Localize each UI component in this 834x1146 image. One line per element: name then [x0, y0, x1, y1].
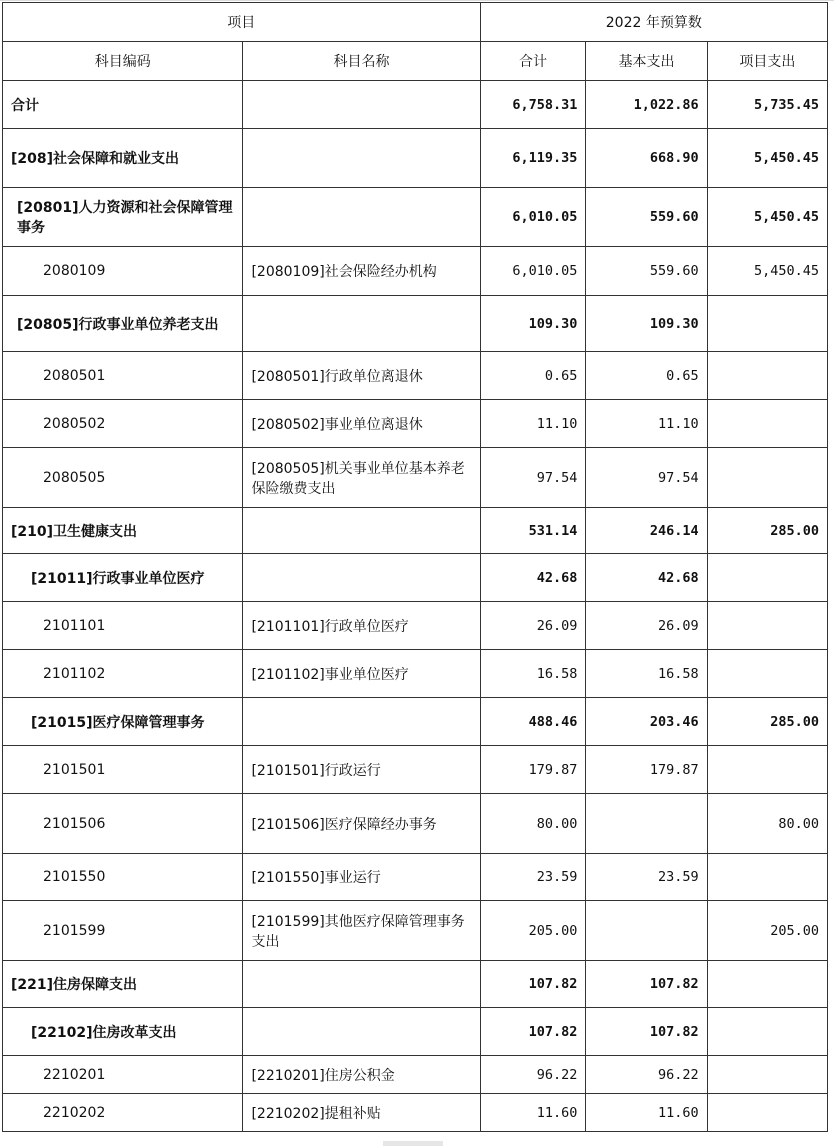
budget-table	[2, 2, 828, 1132]
row-code: 2101501	[3, 746, 243, 794]
row-basic: 109.30	[586, 296, 707, 352]
row-total: 80.00	[480, 794, 586, 854]
row-basic: 668.90	[586, 129, 707, 188]
scan-mark-bottom	[383, 1141, 443, 1146]
table-row	[3, 508, 828, 554]
row-name: [2080109]社会保险经办机构	[243, 247, 480, 296]
row-total: 107.82	[480, 961, 586, 1008]
col-header-basic: 基本支出	[586, 42, 707, 81]
row-project: 80.00	[707, 794, 827, 854]
row-name: [2210201]住房公积金	[243, 1056, 480, 1094]
row-code: [21011]行政事业单位医疗	[3, 554, 243, 602]
row-total: 26.09	[480, 602, 586, 650]
row-basic	[586, 901, 707, 961]
row-project	[707, 1008, 827, 1056]
row-code: 2080502	[3, 400, 243, 448]
col-header-total: 合计	[480, 42, 586, 81]
row-name: [2080505]机关事业单位基本养老保险缴费支出	[243, 448, 480, 508]
table-row	[3, 961, 828, 1008]
header-row-group	[3, 3, 828, 42]
row-project	[707, 352, 827, 400]
row-basic	[586, 794, 707, 854]
row-total: 531.14	[480, 508, 586, 554]
row-code: 2101599	[3, 901, 243, 961]
row-code: 2080501	[3, 352, 243, 400]
row-code: [221]住房保障支出	[3, 961, 243, 1008]
row-project	[707, 854, 827, 901]
row-basic: 0.65	[586, 352, 707, 400]
row-basic: 179.87	[586, 746, 707, 794]
row-name	[243, 296, 480, 352]
row-project	[707, 650, 827, 698]
table-row	[3, 794, 828, 854]
row-basic: 96.22	[586, 1056, 707, 1094]
row-basic: 26.09	[586, 602, 707, 650]
table-row	[3, 448, 828, 508]
table-row	[3, 854, 828, 901]
row-code: 2080505	[3, 448, 243, 508]
row-name	[243, 1008, 480, 1056]
row-basic: 107.82	[586, 961, 707, 1008]
row-total: 6,758.31	[480, 81, 586, 129]
row-code: [20805]行政事业单位养老支出	[3, 296, 243, 352]
row-basic: 16.58	[586, 650, 707, 698]
row-code: 2210202	[3, 1094, 243, 1132]
row-name: [2101501]行政运行	[243, 746, 480, 794]
table-row	[3, 1008, 828, 1056]
row-project	[707, 448, 827, 508]
row-project	[707, 602, 827, 650]
col-header-name: 科目名称	[243, 42, 480, 81]
row-name: [2080501]行政单位离退休	[243, 352, 480, 400]
row-total: 179.87	[480, 746, 586, 794]
row-name: [2080502]事业单位离退休	[243, 400, 480, 448]
col-header-project: 项目支出	[707, 42, 827, 81]
table-row	[3, 188, 828, 247]
row-name: [2101102]事业单位医疗	[243, 650, 480, 698]
table-row	[3, 746, 828, 794]
table-row	[3, 247, 828, 296]
row-total: 16.58	[480, 650, 586, 698]
row-project	[707, 1056, 827, 1094]
row-code: 合计	[3, 81, 243, 129]
row-project: 5,450.45	[707, 188, 827, 247]
row-total: 11.60	[480, 1094, 586, 1132]
col-group-budget: 2022 年预算数	[480, 3, 827, 42]
row-code: [20801]人力资源和社会保障管理事务	[3, 188, 243, 247]
row-name: [2210202]提租补贴	[243, 1094, 480, 1132]
row-code: [210]卫生健康支出	[3, 508, 243, 554]
row-basic: 203.46	[586, 698, 707, 746]
row-total: 42.68	[480, 554, 586, 602]
table-row	[3, 1094, 828, 1132]
row-project	[707, 1094, 827, 1132]
table-row	[3, 296, 828, 352]
row-code: [22102]住房改革支出	[3, 1008, 243, 1056]
row-basic: 11.10	[586, 400, 707, 448]
row-total: 6,119.35	[480, 129, 586, 188]
row-name	[243, 188, 480, 247]
row-project	[707, 296, 827, 352]
row-total: 96.22	[480, 1056, 586, 1094]
row-total: 6,010.05	[480, 188, 586, 247]
row-name: [2101101]行政单位医疗	[243, 602, 480, 650]
table-row	[3, 1056, 828, 1094]
row-total: 488.46	[480, 698, 586, 746]
row-code: [21015]医疗保障管理事务	[3, 698, 243, 746]
row-name	[243, 508, 480, 554]
row-code: 2101506	[3, 794, 243, 854]
table-row	[3, 650, 828, 698]
col-header-code: 科目编码	[3, 42, 243, 81]
row-name: [2101599]其他医疗保障管理事务支出	[243, 901, 480, 961]
row-name	[243, 961, 480, 1008]
row-project	[707, 746, 827, 794]
row-total: 0.65	[480, 352, 586, 400]
row-project	[707, 400, 827, 448]
table-row	[3, 81, 828, 129]
row-basic: 42.68	[586, 554, 707, 602]
col-group-item: 项目	[3, 3, 481, 42]
table-row	[3, 901, 828, 961]
row-name	[243, 81, 480, 129]
header-row-columns	[3, 42, 828, 81]
row-basic: 559.60	[586, 188, 707, 247]
row-code: 2101102	[3, 650, 243, 698]
row-basic: 97.54	[586, 448, 707, 508]
row-basic: 107.82	[586, 1008, 707, 1056]
row-code: 2080109	[3, 247, 243, 296]
row-total: 11.10	[480, 400, 586, 448]
row-name: [2101550]事业运行	[243, 854, 480, 901]
table-row	[3, 554, 828, 602]
row-project	[707, 554, 827, 602]
row-total: 205.00	[480, 901, 586, 961]
row-total: 97.54	[480, 448, 586, 508]
row-name	[243, 129, 480, 188]
row-basic: 246.14	[586, 508, 707, 554]
row-basic: 1,022.86	[586, 81, 707, 129]
table-row	[3, 129, 828, 188]
row-project: 285.00	[707, 508, 827, 554]
row-project: 5,735.45	[707, 81, 827, 129]
row-project: 285.00	[707, 698, 827, 746]
row-total: 109.30	[480, 296, 586, 352]
row-code: 2101550	[3, 854, 243, 901]
row-name	[243, 554, 480, 602]
row-project: 5,450.45	[707, 129, 827, 188]
row-basic: 559.60	[586, 247, 707, 296]
row-total: 23.59	[480, 854, 586, 901]
table-row	[3, 352, 828, 400]
row-total: 107.82	[480, 1008, 586, 1056]
row-name: [2101506]医疗保障经办事务	[243, 794, 480, 854]
row-code: 2210201	[3, 1056, 243, 1094]
row-basic: 11.60	[586, 1094, 707, 1132]
row-code: [208]社会保障和就业支出	[3, 129, 243, 188]
row-project	[707, 961, 827, 1008]
row-name	[243, 698, 480, 746]
row-project: 5,450.45	[707, 247, 827, 296]
table-row	[3, 400, 828, 448]
row-basic: 23.59	[586, 854, 707, 901]
row-project: 205.00	[707, 901, 827, 961]
table-row	[3, 602, 828, 650]
table-row	[3, 698, 828, 746]
row-code: 2101101	[3, 602, 243, 650]
row-total: 6,010.05	[480, 247, 586, 296]
scan-mark-top	[0, 0, 834, 1]
